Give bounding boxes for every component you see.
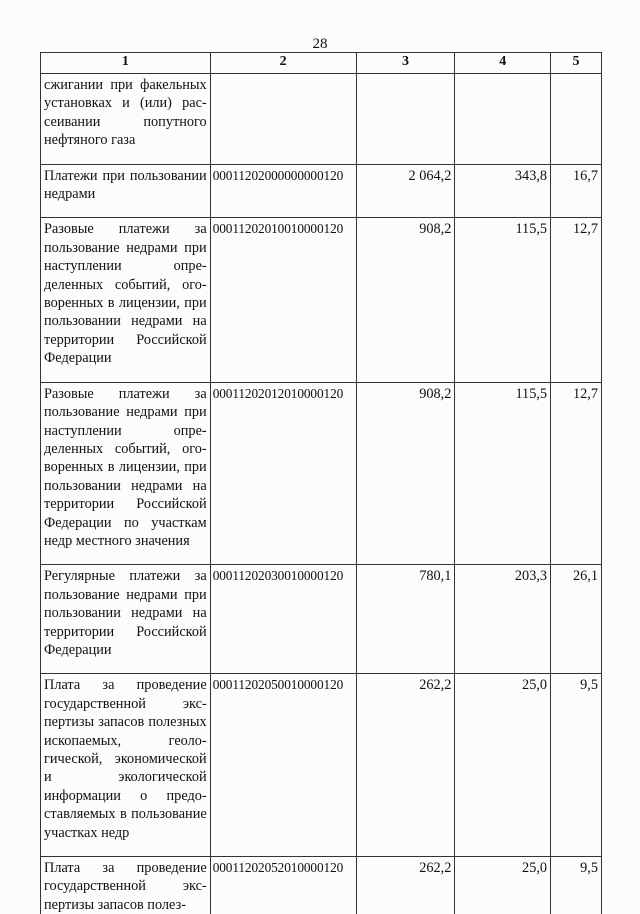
row-value-col4: 343,8 (455, 164, 551, 218)
row-name: Плата за проведение государственной экспертизы запасов полезных ископаемых, геологической, экономической и экологической информации о предоставляемых в пользование участках недр (41, 674, 211, 857)
row-value-col3: 2 064,2 (356, 164, 455, 218)
row-value-col3 (356, 74, 455, 165)
row-value-col5: 12,7 (551, 218, 602, 382)
row-name: Плата за проведение государственной экспертизы запасов полез- (41, 857, 211, 914)
row-value-col4: 115,5 (455, 218, 551, 382)
table-row (41, 218, 602, 382)
row-name: Платежи при пользовании недрами (41, 164, 211, 218)
row-value-col4: 25,0 (455, 857, 551, 914)
row-code: 00011202050010000120 (210, 674, 356, 857)
row-code: 00011202052010000120 (210, 857, 356, 914)
row-name: Разовые платежи за пользование недрами при наступлении определенных событий, оговоренных в лицензии, при пользовании недрами на территории Российской Федерации (41, 218, 211, 382)
row-code (210, 74, 356, 165)
table-row (41, 382, 602, 565)
column-header: 4 (455, 53, 551, 74)
column-header: 2 (210, 53, 356, 74)
row-name: Разовые платежи за пользование недрами при наступлении определенных событий, оговоренных в лицензии, при пользовании недрами на территории Российской Федерации по участкам недр местного значения (41, 382, 211, 565)
row-value-col5 (551, 74, 602, 165)
row-code: 00011202030010000120 (210, 565, 356, 674)
table-row (41, 674, 602, 857)
row-code: 00011202010010000120 (210, 218, 356, 382)
table-row (41, 164, 602, 218)
table-header-row (41, 53, 602, 74)
row-name: Регулярные платежи за пользование недрами при пользовании недрами на территории Российской Федерации (41, 565, 211, 674)
row-value-col3: 908,2 (356, 382, 455, 565)
row-value-col4: 203,3 (455, 565, 551, 674)
column-header: 3 (356, 53, 455, 74)
table-row (41, 857, 602, 914)
row-value-col3: 262,2 (356, 674, 455, 857)
budget-table (40, 52, 602, 914)
row-value-col4 (455, 74, 551, 165)
row-value-col5: 12,7 (551, 382, 602, 565)
column-header: 5 (551, 53, 602, 74)
table-row (41, 565, 602, 674)
column-header: 1 (41, 53, 211, 74)
row-name: сжигании при факельных установках и (или) рассеивании попутного нефтяного газа (41, 74, 211, 165)
table-row (41, 74, 602, 165)
row-value-col3: 780,1 (356, 565, 455, 674)
row-value-col3: 908,2 (356, 218, 455, 382)
row-value-col3: 262,2 (356, 857, 455, 914)
row-code: 00011202012010000120 (210, 382, 356, 565)
page-number: 28 (312, 36, 328, 52)
row-value-col5: 9,5 (551, 857, 602, 914)
row-value-col5: 9,5 (551, 674, 602, 857)
row-value-col5: 26,1 (551, 565, 602, 674)
row-value-col5: 16,7 (551, 164, 602, 218)
row-value-col4: 115,5 (455, 382, 551, 565)
row-value-col4: 25,0 (455, 674, 551, 857)
row-code: 00011202000000000120 (210, 164, 356, 218)
